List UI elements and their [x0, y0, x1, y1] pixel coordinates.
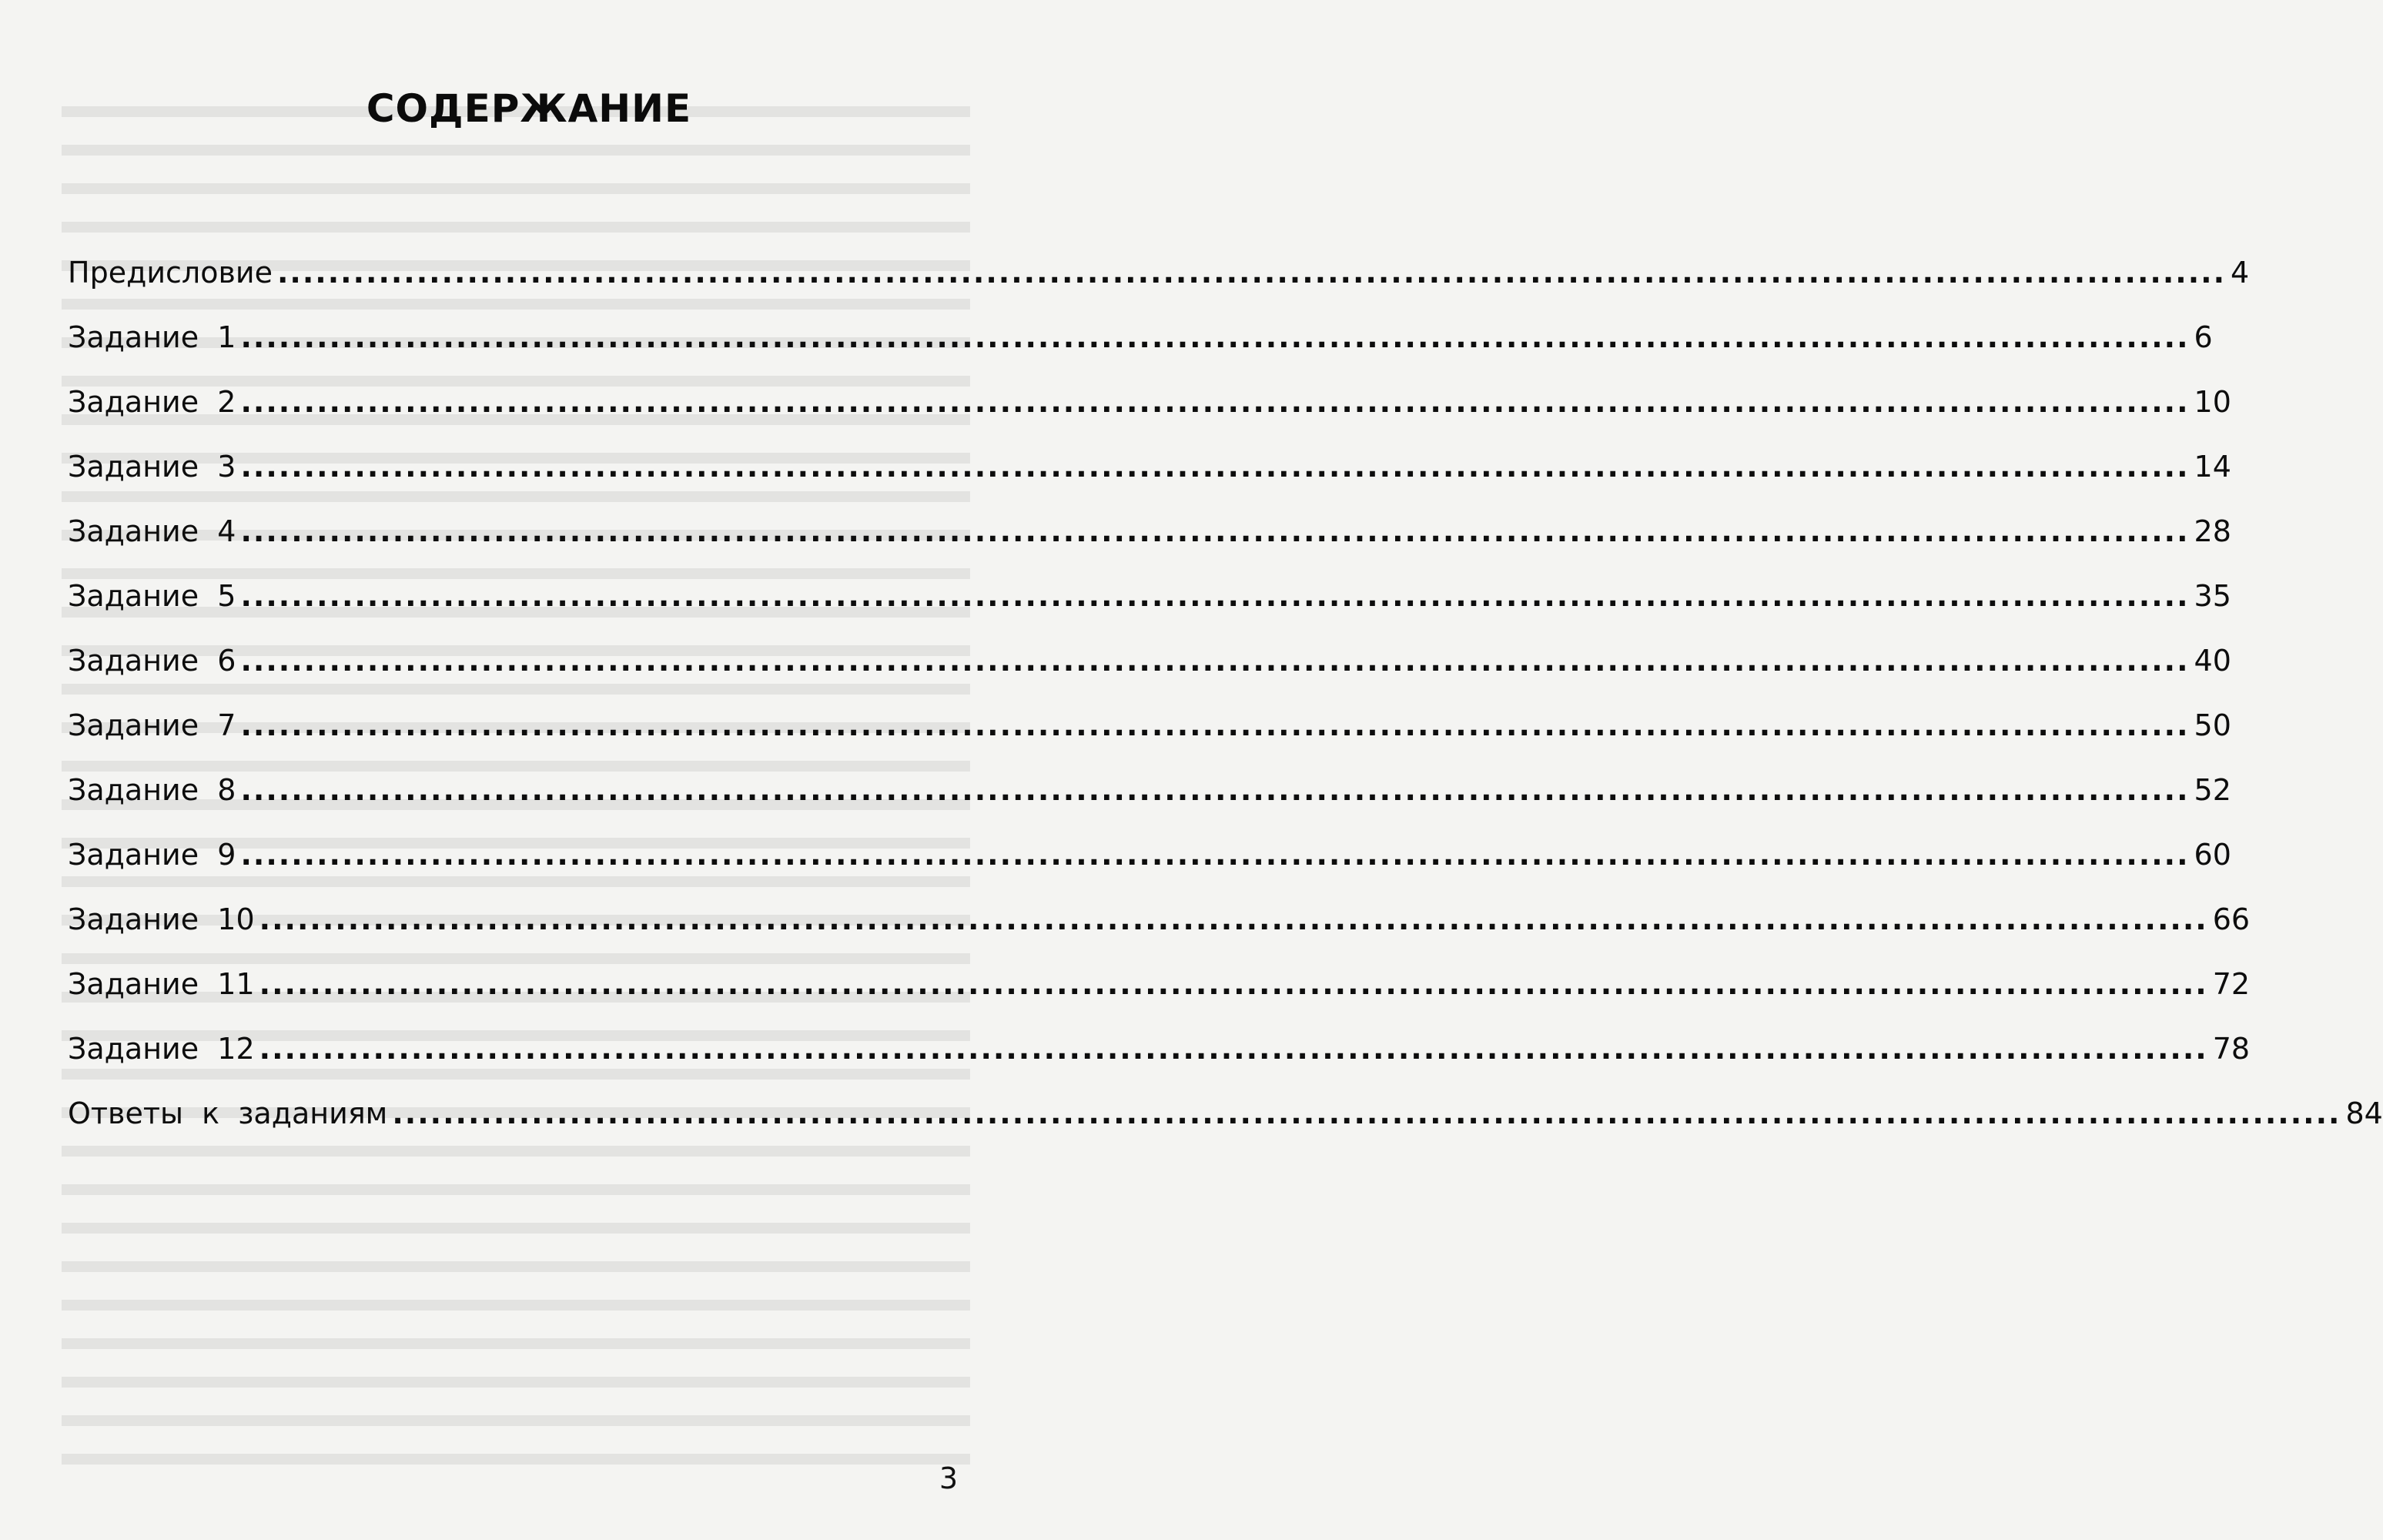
toc-dot-leader: ..........................................................................................................................................................: [240, 385, 2190, 419]
toc-entry-page: 72: [2212, 967, 2251, 1001]
table-of-contents: [68, 240, 2383, 1146]
toc-entry-page: 78: [2212, 1032, 2251, 1066]
toc-entry-label: Задание 1: [68, 320, 236, 354]
toc-entry-task-10[interactable]: [68, 887, 2251, 952]
toc-dot-leader: ..........................................................................................................................................................: [240, 450, 2190, 484]
toc-entry-task-2[interactable]: [68, 370, 2231, 434]
toc-entry-label: Задание 5: [68, 579, 236, 613]
toc-dot-leader: ..........................................................................................................................................................: [240, 320, 2190, 354]
toc-entry-page: 52: [2194, 773, 2231, 807]
toc-entry-page: 35: [2194, 579, 2231, 613]
toc-entry-answers[interactable]: [68, 1081, 2383, 1146]
toc-entry-label: Задание 6: [68, 644, 236, 678]
toc-entry-task-12[interactable]: [68, 1016, 2251, 1081]
toc-entry-page: 14: [2194, 450, 2231, 484]
toc-entry-task-1[interactable]: [68, 305, 2213, 370]
toc-entry-page: 84: [2345, 1096, 2383, 1130]
toc-entry-task-5[interactable]: [68, 564, 2231, 628]
toc-entry-page: 28: [2194, 514, 2231, 548]
toc-entry-label: Задание 3: [68, 450, 236, 484]
toc-dot-leader: ..........................................................................................................................................................: [240, 838, 2190, 872]
toc-entry-label: Предисловие: [68, 256, 273, 290]
toc-dot-leader: ..........................................................................................................................................................: [240, 773, 2190, 807]
toc-entry-page: 10: [2194, 385, 2231, 419]
toc-entry-label: Ответы к заданиям: [68, 1096, 388, 1130]
toc-entry-label: Задание 4: [68, 514, 236, 548]
toc-entry-label: Задание 12: [68, 1032, 255, 1066]
toc-dot-leader: ..........................................................................................................................................................: [392, 1096, 2341, 1130]
toc-entry-task-7[interactable]: [68, 693, 2231, 758]
toc-dot-leader: ..........................................................................................................................................................: [276, 256, 2227, 290]
toc-entry-task-3[interactable]: [68, 434, 2231, 499]
toc-dot-leader: ..........................................................................................................................................................: [240, 514, 2190, 548]
toc-dot-leader: ..........................................................................................................................................................: [259, 902, 2208, 936]
page-title: СОДЕРЖАНИЕ: [366, 86, 692, 131]
toc-entry-task-8[interactable]: [68, 758, 2231, 822]
toc-entry-page: 4: [2231, 256, 2250, 290]
toc-entry-task-4[interactable]: [68, 499, 2231, 564]
toc-dot-leader: ..........................................................................................................................................................: [240, 644, 2190, 678]
toc-entry-page: 6: [2194, 320, 2213, 354]
toc-entry-page: 66: [2212, 902, 2251, 936]
toc-entry-task-9[interactable]: [68, 822, 2231, 887]
toc-entry-label: Задание 7: [68, 708, 236, 742]
toc-entry-task-11[interactable]: [68, 952, 2251, 1016]
toc-entry-preface[interactable]: [68, 240, 2250, 305]
toc-dot-leader: ..........................................................................................................................................................: [259, 1032, 2208, 1066]
toc-dot-leader: ..........................................................................................................................................................: [259, 967, 2208, 1001]
toc-entry-page: 60: [2194, 838, 2231, 872]
toc-dot-leader: ..........................................................................................................................................................: [240, 579, 2190, 613]
page-number: 3: [939, 1461, 958, 1495]
toc-entry-label: Задание 8: [68, 773, 236, 807]
toc-entry-page: 40: [2194, 644, 2231, 678]
toc-entry-label: Задание 11: [68, 967, 255, 1001]
toc-entry-label: Задание 2: [68, 385, 236, 419]
toc-entry-task-6[interactable]: [68, 628, 2231, 693]
toc-dot-leader: ..........................................................................................................................................................: [240, 708, 2190, 742]
toc-entry-label: Задание 10: [68, 902, 255, 936]
toc-entry-page: 50: [2194, 708, 2231, 742]
toc-entry-label: Задание 9: [68, 838, 236, 872]
